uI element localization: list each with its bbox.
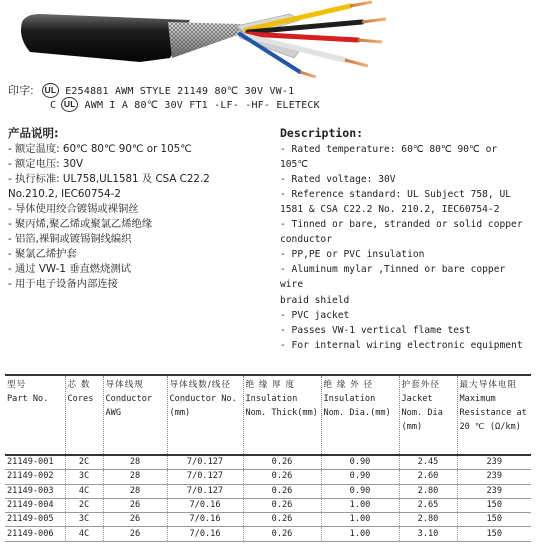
column-header-cn: 导体线规 bbox=[105, 380, 144, 390]
table-cell: 150 bbox=[457, 527, 531, 541]
description-cn-line-item: - 额定温度: 60℃ 80℃ 90℃ or 105℃ bbox=[8, 142, 192, 155]
cable-jacket bbox=[21, 14, 190, 62]
table-cell: 21149-001 bbox=[5, 455, 65, 470]
description-en-line-item: - PVC jacket bbox=[280, 309, 350, 321]
description-en-line-item: - Rated temperature: 60℃ 80℃ 90℃ or 105℃ bbox=[280, 143, 503, 170]
cable-illustration bbox=[0, 0, 536, 78]
column-header-en: Maximum Resistance at 20 ℃ (Ω/km) bbox=[459, 394, 527, 432]
description-cn-line-item: No.210.2, IEC60754-2 bbox=[8, 187, 121, 200]
description-en-line-item: - Reference standard: UL Subject 758, UL bbox=[280, 188, 512, 200]
table-cell: 7/0.127 bbox=[167, 484, 243, 498]
table-row bbox=[5, 470, 531, 484]
table-cell: 21149-005 bbox=[5, 513, 65, 527]
table-cell: 0.90 bbox=[321, 484, 399, 498]
table-cell: 0.90 bbox=[321, 470, 399, 484]
table-cell: 4C bbox=[65, 484, 103, 498]
cable-image bbox=[0, 0, 536, 78]
table-cell: 2.45 bbox=[399, 455, 457, 470]
cable-cores bbox=[240, 2, 386, 77]
column-header-en: Conductor No.(mm) bbox=[169, 394, 237, 418]
specification-table bbox=[5, 374, 531, 542]
table-cell: 7/0.127 bbox=[167, 455, 243, 470]
table-cell: 28 bbox=[103, 484, 167, 498]
column-header-cn: 芯 数 bbox=[67, 380, 91, 390]
table-cell: 7/0.16 bbox=[167, 527, 243, 541]
table-cell: 3C bbox=[65, 513, 103, 527]
column-header bbox=[5, 375, 65, 455]
column-header bbox=[167, 375, 243, 455]
table-cell: 28 bbox=[103, 455, 167, 470]
product-description-cn-list bbox=[8, 142, 270, 293]
product-description-en bbox=[280, 126, 530, 353]
table-cell: 26 bbox=[103, 513, 167, 527]
column-header-cn: 绝 缘 外 径 bbox=[323, 380, 374, 390]
table-cell: 239 bbox=[457, 455, 531, 470]
column-header-en: Part No. bbox=[7, 394, 49, 404]
table-row bbox=[5, 527, 531, 541]
table-cell: 239 bbox=[457, 484, 531, 498]
description-en-line-item: - PP,PE or PVC insulation bbox=[280, 249, 425, 261]
description-en-line-item: - Aluminum mylar ,Tinned or bare copper wire bbox=[280, 264, 512, 291]
table-cell: 21149-003 bbox=[5, 484, 65, 498]
description-en-line-item: - Passes VW-1 vertical flame test bbox=[280, 324, 471, 336]
column-header bbox=[457, 375, 531, 455]
column-header bbox=[103, 375, 167, 455]
table-cell: 2C bbox=[65, 455, 103, 470]
product-description-cn-heading: 产品说明: bbox=[8, 126, 59, 140]
table-cell: 26 bbox=[103, 498, 167, 512]
column-header bbox=[399, 375, 457, 455]
column-header-cn: 型号 bbox=[7, 380, 27, 390]
table-row bbox=[5, 455, 531, 470]
table-cell: 3.10 bbox=[399, 527, 457, 541]
description-en-line-item: conductor bbox=[280, 234, 332, 246]
cul-prefix: C bbox=[50, 100, 57, 111]
product-description-en-list bbox=[280, 142, 530, 353]
table-cell: 4C bbox=[65, 527, 103, 541]
table-header-row bbox=[5, 375, 531, 455]
table-cell: 0.26 bbox=[243, 470, 321, 484]
description-cn-line-item: - 导体使用绞合镀锡或裸铜丝 bbox=[8, 202, 139, 215]
ul-recognized-mark: UL bbox=[42, 83, 59, 98]
column-header bbox=[321, 375, 399, 455]
table-cell: 0.26 bbox=[243, 513, 321, 527]
table-cell: 150 bbox=[457, 498, 531, 512]
description-cn-line-item: - 用于电子设备内部连接 bbox=[8, 278, 118, 291]
table-cell: 7/0.16 bbox=[167, 513, 243, 527]
description-cn-line-item: - 执行标准: UL758,UL1581 及 CSA C22.2 bbox=[8, 172, 210, 185]
table-cell: 7/0.16 bbox=[167, 498, 243, 512]
column-header-cn: 最大导体电阻 bbox=[459, 380, 518, 390]
description-en-line-item: - Rated voltage: 30V bbox=[280, 173, 396, 185]
table-cell: 26 bbox=[103, 527, 167, 541]
description-cn-line-item: - 铝箔,裸铜或镀锡铜线编织 bbox=[8, 233, 132, 246]
column-header-en: Jacket Nom. Dia (mm) bbox=[401, 394, 443, 432]
table-cell: 21149-006 bbox=[5, 527, 65, 541]
cul-mark: UL bbox=[61, 97, 78, 112]
table-body bbox=[5, 455, 531, 541]
table-cell: 1.00 bbox=[321, 498, 399, 512]
column-header-en: Insulation Nom. Thick(mm) bbox=[245, 394, 318, 418]
table-row bbox=[5, 513, 531, 527]
table-cell: 2.80 bbox=[399, 513, 457, 527]
column-header-cn: 护套外径 bbox=[401, 380, 440, 390]
print-marking-label: 印字: bbox=[8, 85, 34, 97]
table-cell: 21149-004 bbox=[5, 498, 65, 512]
table-cell: 21149-002 bbox=[5, 470, 65, 484]
print-marking-line1 bbox=[8, 82, 294, 98]
table-cell: 0.26 bbox=[243, 527, 321, 541]
description-cn-line-item: - 聚丙烯,聚乙烯或聚氯乙烯绝缘 bbox=[8, 218, 153, 231]
column-header-en: Conductor AWG bbox=[105, 394, 153, 418]
table-cell: 28 bbox=[103, 470, 167, 484]
table-cell: 0.26 bbox=[243, 484, 321, 498]
description-en-line-item: - For internal wiring electronic equipment bbox=[280, 339, 523, 351]
column-header-en: Insulation Nom. Dia.(mm) bbox=[323, 394, 391, 418]
column-header-en: Cores bbox=[67, 394, 94, 404]
table-cell: 7/0.127 bbox=[167, 470, 243, 484]
description-cn-line-item: - 聚氯乙烯护套 bbox=[8, 248, 77, 261]
product-description-cn bbox=[8, 126, 270, 293]
product-description-en-heading: Description: bbox=[280, 126, 364, 140]
table-cell: 2.80 bbox=[399, 484, 457, 498]
print-marking-text-1: E254881 AWM STYLE 21149 80℃ 30V VW-1 bbox=[65, 86, 295, 97]
table-cell: 0.26 bbox=[243, 455, 321, 470]
print-marking-text-2: AWM I A 80℃ 30V FT1 -LF- -HF- ELETECK bbox=[84, 100, 320, 111]
table-cell: 2.65 bbox=[399, 498, 457, 512]
description-cn-line-item: - 通过 VW-1 垂直燃烧测试 bbox=[8, 263, 131, 276]
table-cell: 239 bbox=[457, 470, 531, 484]
cable-braid-shield bbox=[168, 22, 246, 58]
table-cell: 0.26 bbox=[243, 498, 321, 512]
description-en-line-item: braid shield bbox=[280, 294, 350, 306]
column-header-cn: 绝 缘 厚 度 bbox=[245, 380, 296, 390]
description-en-line-item: - Tinned or bare, stranded or solid copper bbox=[280, 219, 523, 231]
table-cell: 0.90 bbox=[321, 455, 399, 470]
table-cell: 1.00 bbox=[321, 513, 399, 527]
table-cell: 150 bbox=[457, 513, 531, 527]
description-en-line-item: 1581 & CSA C22.2 No. 210.2, IEC60754-2 bbox=[280, 203, 500, 215]
column-header bbox=[65, 375, 103, 455]
print-marking-line2 bbox=[50, 97, 320, 112]
table-cell: 3C bbox=[65, 470, 103, 484]
table-cell: 2C bbox=[65, 498, 103, 512]
table-cell: 1.00 bbox=[321, 527, 399, 541]
column-header bbox=[243, 375, 321, 455]
description-cn-line-item: - 额定电压: 30V bbox=[8, 157, 84, 170]
table-row bbox=[5, 484, 531, 498]
table-cell: 2.60 bbox=[399, 470, 457, 484]
table-row bbox=[5, 498, 531, 512]
column-header-cn: 导体线数/线径 bbox=[169, 380, 231, 390]
